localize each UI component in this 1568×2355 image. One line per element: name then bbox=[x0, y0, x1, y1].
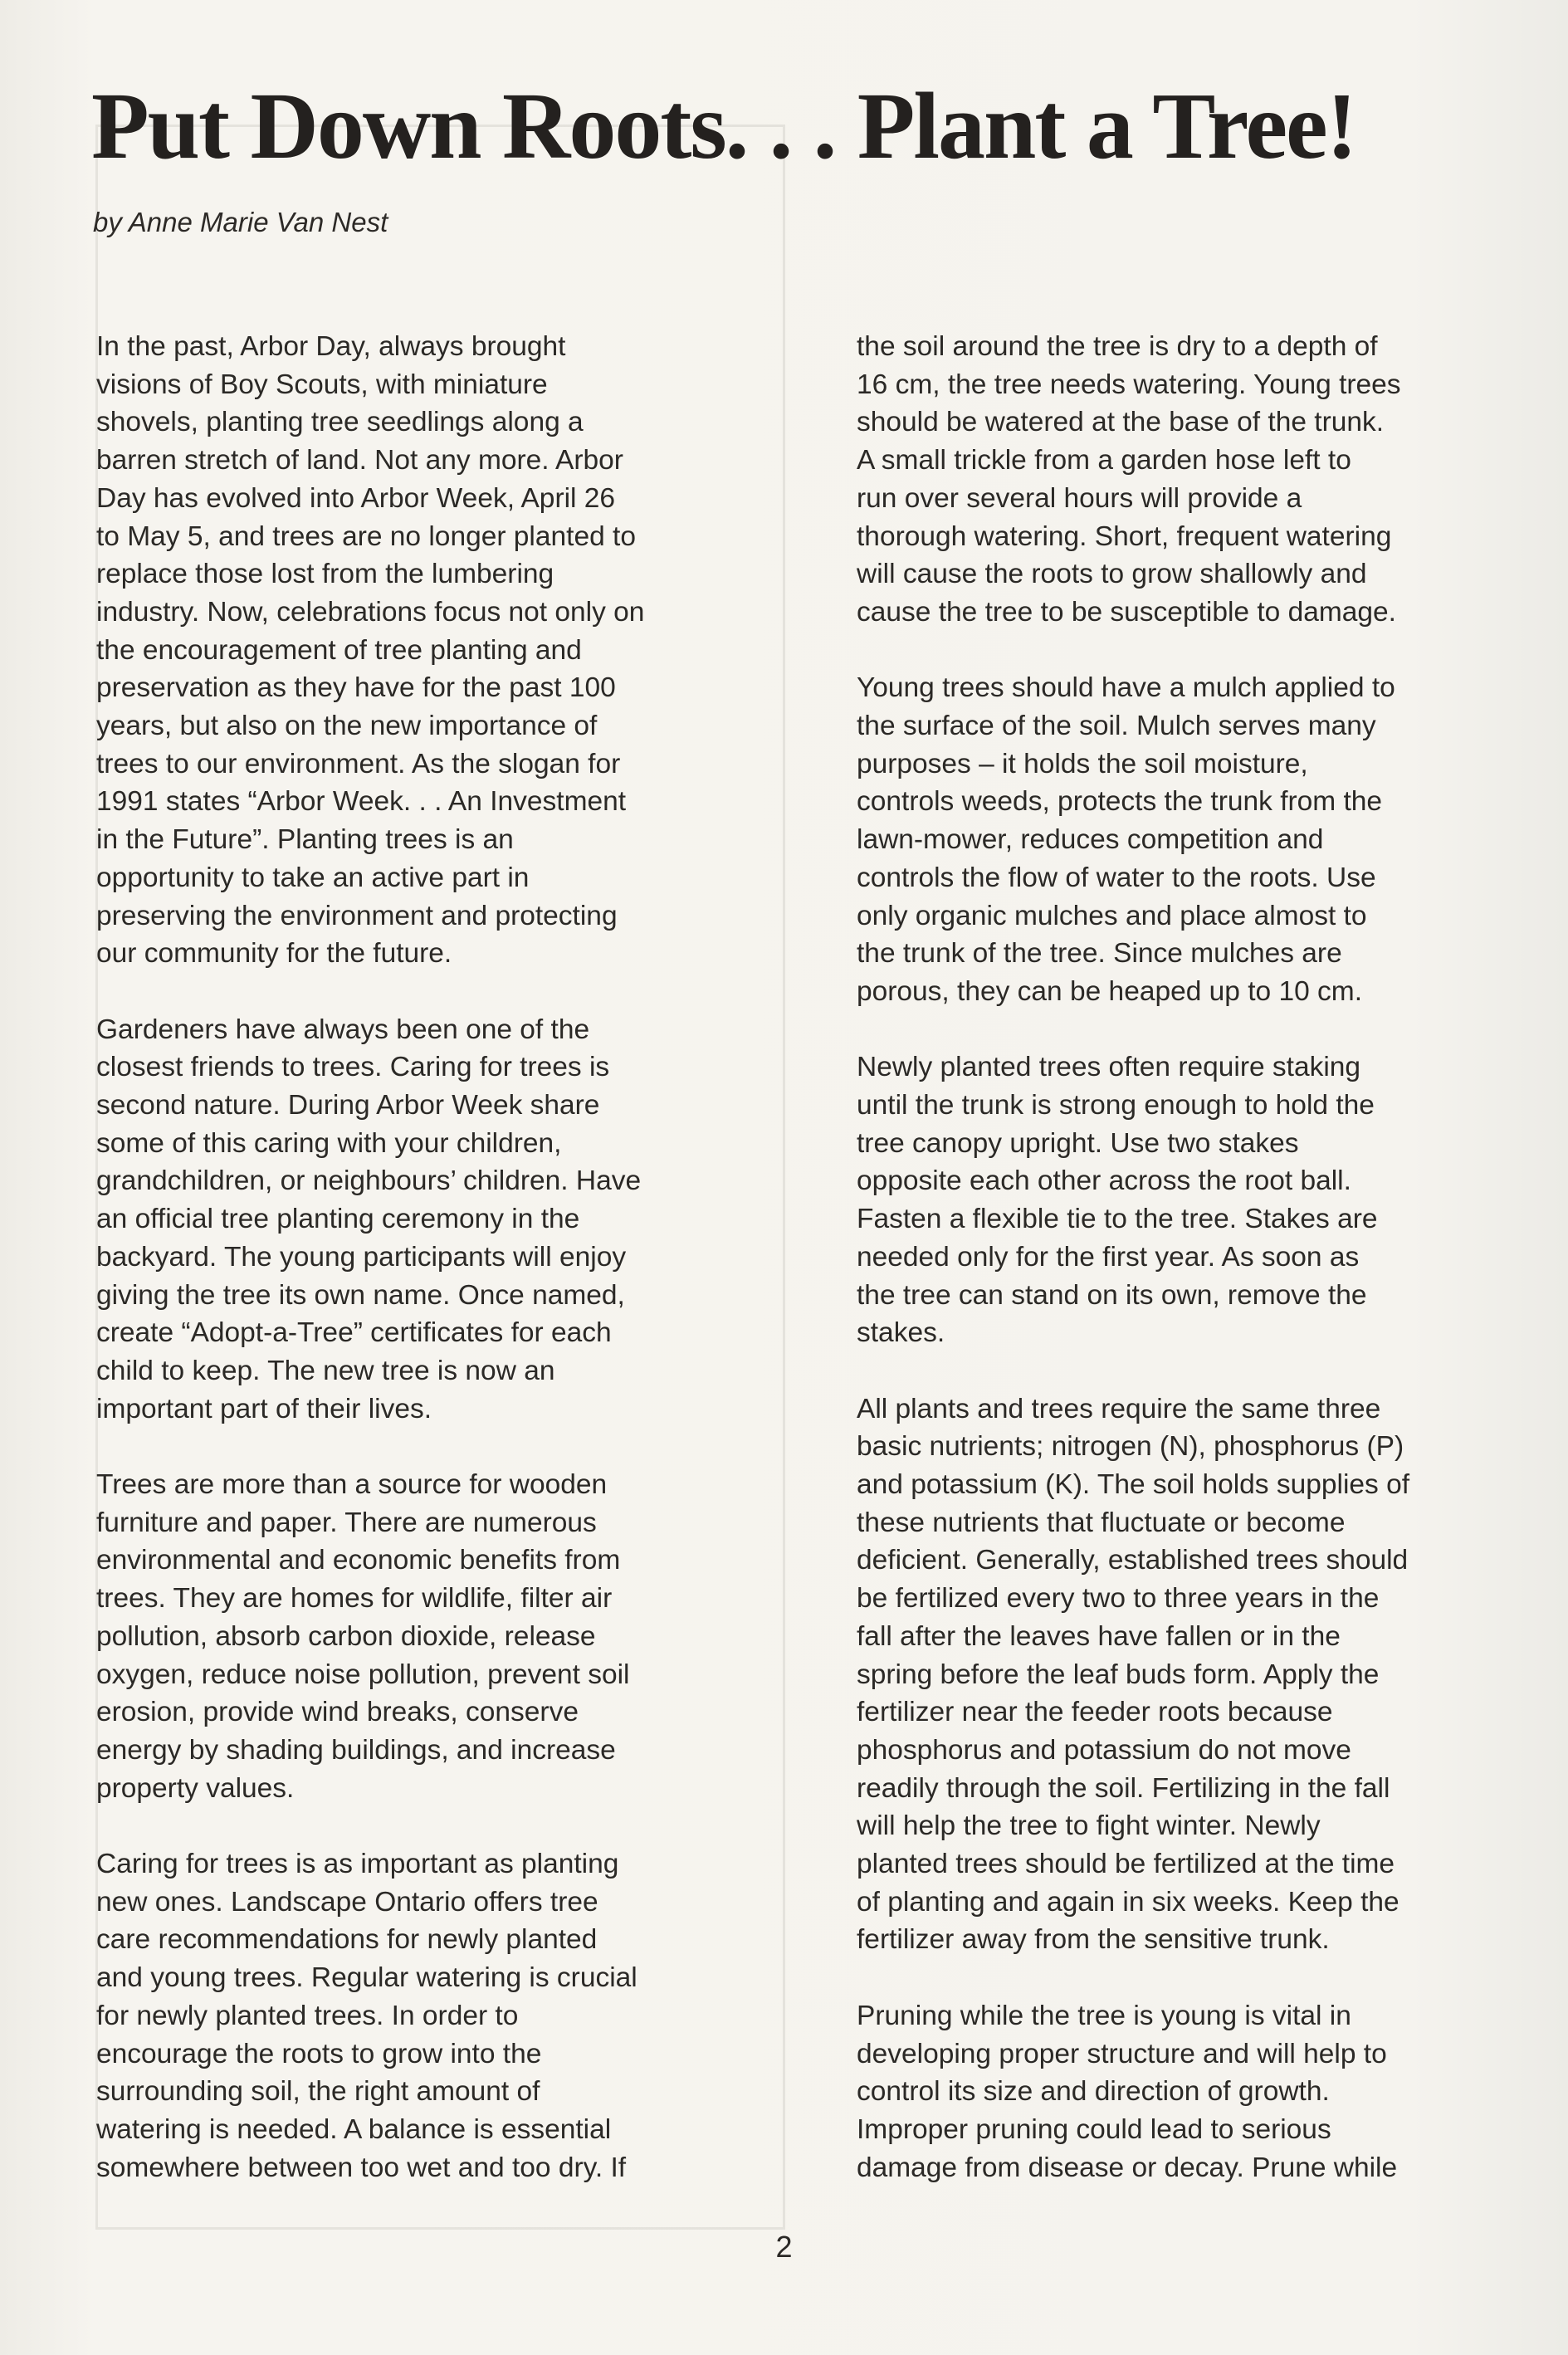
paragraph: Young trees should have a mulch applied to the surface of the soil. Mulch serves many purposes – it holds the soil moisture, controls weeds, protects the trunk from the lawn-mower, reduces competition and controls the flow of water to the roots. Use only organic mulches and place almost to the trunk of the tree. Since mulches are porous, they can be heaped up to 10 cm. bbox=[857, 672, 1395, 1007]
paragraph: Caring for trees is as important as planting new ones. Landscape Ontario offers tree care recommendations for newly planted and young trees. Regular watering is crucial for newly planted trees. In order to encourage the roots to grow into the surrounding soil, the right amount of watering is needed. A balance is essential somewhere between too wet and too dry. If bbox=[96, 1849, 637, 2183]
paragraph: Pruning while the tree is young is vital in developing proper structure and will help to control its size and direction of growth. Improper pruning could lead to serious damage from disease or decay. Prune while bbox=[857, 2000, 1398, 2183]
left-column bbox=[96, 328, 769, 2225]
article-byline: by Anne Marie Van Nest bbox=[93, 207, 388, 237]
article-title: Put Down Roots. . . Plant a Tree! bbox=[91, 73, 1356, 178]
right-column bbox=[857, 328, 1529, 2225]
paragraph: Trees are more than a source for wooden furniture and paper. There are numerous environmental and economic benefits from trees. They are homes for wildlife, filter air pollution, absorb carbon dioxide, release oxygen, reduce noise pollution, prevent soil erosion, provide wind breaks, conserve energy by shading buildings, and increase property values. bbox=[96, 1469, 630, 1804]
paragraph: Gardeners have always been one of the closest friends to trees. Caring for trees is second nature. During Arbor Week share some of this caring with your children, grandchildren, or neighbours’ children. Have an official tree planting ceremony in the backyard. The young participants will enjoy giving the tree its own name. Once named, create “Adopt-a-Tree” certificates for each child to keep. The new tree is now an important part of their lives. bbox=[96, 1014, 642, 1424]
page-number: 2 bbox=[775, 2230, 793, 2264]
paragraph: the soil around the tree is dry to a depth of 16 cm, the tree needs watering. Young trees should be watered at the base of the trunk. A small trickle from a garden hose left to run over several hours will provide a thorough watering. Short, frequent watering will cause the roots to grow shallowly and cause the tree to be susceptible to damage. bbox=[857, 331, 1401, 628]
paragraph: All plants and trees require the same three basic nutrients; nitrogen (N), phosphorus (P) and potassium (K). The soil holds supplies of these nutrients that fluctuate or become deficient. Generally, established trees should be fertilized every two to three years in the fall after the leaves have fallen or in the spring before the leaf buds form. Apply the fertilizer near the feeder roots because phosphorus and potassium do not move readily through the soil. Fertilizing in the fall will help the tree to fight winter. Newly planted trees should be fertilized at the time of planting and again in six weeks. Keep the fertilizer away from the sensitive trunk. bbox=[857, 1393, 1410, 1956]
paragraph: Newly planted trees often require staking until the trunk is strong enough to hold the tree canopy upright. Use two stakes opposite each other across the root ball. Fasten a flexible tie to the tree. Stakes are needed only for the first year. As soon as the tree can stand on its own, remove the stakes. bbox=[857, 1052, 1378, 1349]
paragraph: In the past, Arbor Day, always brought visions of Boy Scouts, with miniature shovels, planting tree seedlings along a barren stretch of land. Not any more. Arbor Day has evolved into Arbor Week, April 26 to May 5, and trees are no longer planted to replace those lost from the lumbering industry. Now, celebrations focus not only on the encouragement of tree planting and preservation as they have for the past 100 years, but also on the new importance of trees to our environment. As the slogan for 1991 states “Arbor Week. . . An Investment in the Future”. Planting trees is an opportunity to take an active part in preserving the environment and protecting our community for the future. bbox=[96, 331, 645, 970]
